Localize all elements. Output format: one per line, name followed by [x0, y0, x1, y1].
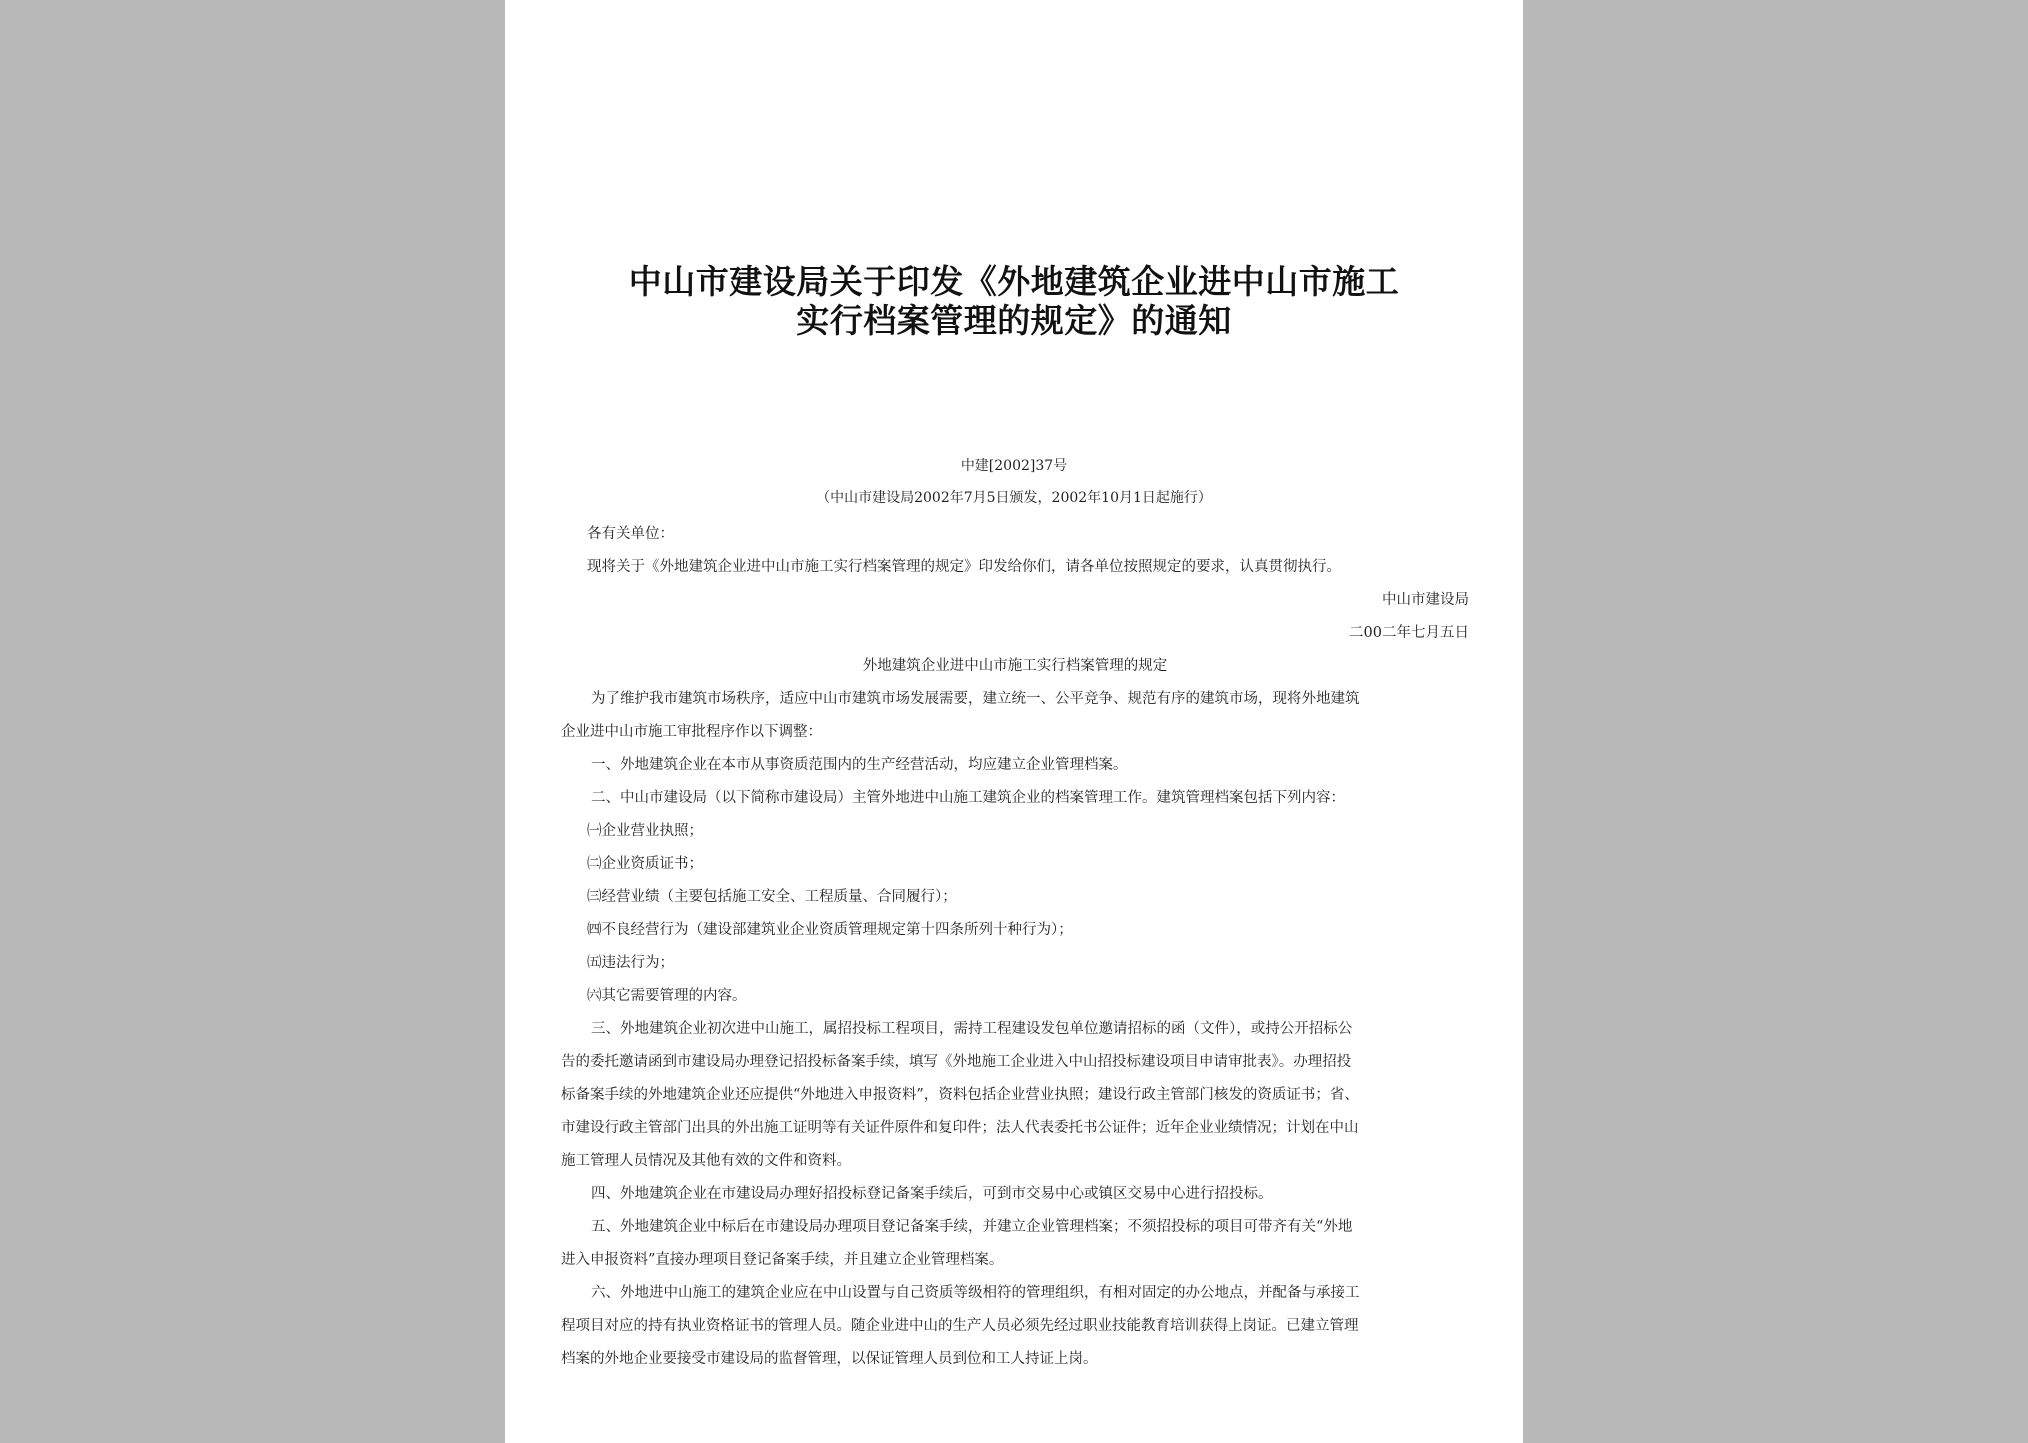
document-number: 中建[2002]37号	[960, 458, 1068, 474]
sub-item-6: ㈥其它需要管理的内容。	[587, 988, 747, 1004]
sub-item-1: ㈠企业营业执照；	[587, 823, 703, 839]
issue-note: （中山市建设局2002年7月5日颁发，2002年10月1日起施行）	[816, 490, 1212, 506]
clause-3-line-4: 市建设行政主管部门出具的外出施工证明等有关证件原件和复印件；法人代表委托书公证件；近年企业业绩情况；计划在中山	[561, 1120, 1359, 1136]
clause-2: 二、中山市建设局（以下简称市建设局）主管外地进中山施工建筑企业的档案管理工作。建筑管理档案包括下列内容：	[591, 790, 1345, 806]
clause-5-line-2: 进入申报资料”直接办理项目登记备案手续，并且建立企业管理档案。	[561, 1252, 1004, 1268]
sub-item-5: ㈤违法行为；	[587, 955, 674, 971]
clause-3-line-3: 标备案手续的外地建筑企业还应提供“外地进入申报资料”，资料包括企业营业执照；建设行政主管部门核发的资质证书；省、	[561, 1087, 1359, 1103]
title-line-1: 中山市建设局关于印发《外地建筑企业进中山市施工	[628, 262, 1400, 301]
clause-6-line-2: 程项目对应的持有执业资格证书的管理人员。随企业进中山的生产人员必须先经过职业技能教育培训获得上岗证。已建立管理	[561, 1318, 1359, 1334]
clause-5-line-1: 五、外地建筑企业中标后在市建设局办理项目登记备案手续，并建立企业管理档案；不须招投标的项目可带齐有关“外地	[591, 1219, 1353, 1235]
regulation-title: 外地建筑企业进中山市施工实行档案管理的规定	[862, 658, 1168, 674]
document-body	[561, 518, 1469, 1376]
title-line-2: 实行档案管理的规定》的通知	[796, 301, 1232, 340]
sub-item-4: ㈣不良经营行为（建设部建筑业企业资质管理规定第十四条所列十种行为）；	[587, 922, 1073, 938]
sub-item-3: ㈢经营业绩（主要包括施工安全、工程质量、合同履行）；	[587, 889, 957, 905]
issuer-signature: 中山市建设局	[1382, 592, 1469, 608]
salutation: 各有关单位：	[587, 526, 674, 542]
sub-item-2: ㈡企业资质证书；	[587, 856, 703, 872]
document-page	[505, 0, 1523, 1443]
clause-3-line-2: 告的委托邀请函到市建设局办理登记招投标备案手续，填写《外地施工企业进入中山招投标建设项目申请审批表》。办理招投	[561, 1054, 1352, 1070]
clause-6-line-3: 档案的外地企业要接受市建设局的监督管理，以保证管理人员到位和工人持证上岗。	[561, 1351, 1098, 1367]
preamble-line-1: 为了维护我市建筑市场秩序，适应中山市建筑市场发展需要，建立统一、公平竞争、规范有序的建筑市场，现将外地建筑	[591, 691, 1360, 707]
issue-date: 二00二年七月五日	[1349, 625, 1469, 641]
clause-4: 四、外地建筑企业在市建设局办理好招投标登记备案手续后，可到市交易中心或镇区交易中心进行招投标。	[591, 1186, 1273, 1202]
clause-1: 一、外地建筑企业在本市从事资质范围内的生产经营活动，均应建立企业管理档案。	[591, 757, 1128, 773]
clause-3-line-1: 三、外地建筑企业初次进中山施工，属招投标工程项目，需持工程建设发包单位邀请招标的函（文件），或持公开招标公	[591, 1021, 1353, 1037]
clause-6-line-1: 六、外地进中山施工的建筑企业应在中山设置与自己资质等级相符的管理组织，有相对固定的办公地点，并配备与承接工	[591, 1285, 1360, 1301]
intro-paragraph: 现将关于《外地建筑企业进中山市施工实行档案管理的规定》印发给你们，请各单位按照规定的要求，认真贯彻执行。	[587, 559, 1341, 575]
clause-3-line-5: 施工管理人员情况及其他有效的文件和资料。	[561, 1153, 851, 1169]
preamble-line-2: 企业进中山市施工审批程序作以下调整：	[561, 724, 822, 740]
document-title	[505, 262, 1523, 340]
